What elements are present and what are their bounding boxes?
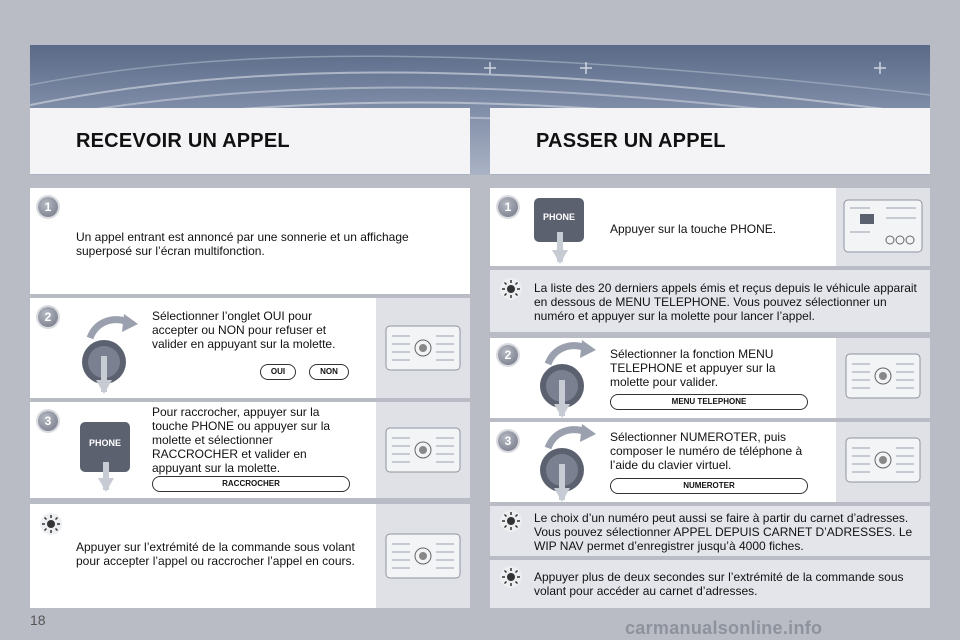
make-step3-panel: [490, 422, 930, 502]
tip-lightbulb-icon: [500, 566, 522, 588]
phone-key-icon: [80, 422, 132, 494]
make-tip2-panel: [490, 506, 930, 556]
make-tip1-panel: [490, 270, 930, 332]
hang-up-display-label[interactable]: RACCROCHER: [152, 476, 350, 492]
receive-tip-panel: [30, 504, 470, 608]
page-number: 18: [30, 612, 46, 628]
make-tip3-panel: [490, 560, 930, 608]
make-step1-text: Appuyer sur la touche PHONE.: [610, 222, 777, 236]
phone-key-label: PHONE: [88, 438, 122, 448]
make-step3-text: Sélectionner NUMEROTER, puis composer le numéro de téléphone à l’aide du clavier virtuel.: [610, 430, 803, 472]
receive-call-title: RECEVOIR UN APPEL: [76, 130, 290, 152]
numeroter-display-label[interactable]: NUMEROTER: [610, 478, 808, 494]
make-step1-panel: [490, 188, 930, 266]
receive-step2-text: Sélectionner l’onglet OUI pour accepter ou NON pour refuser et valider en appuyant sur la molette.: [152, 309, 336, 351]
tip-lightbulb-icon: [500, 510, 522, 532]
yes-option-button[interactable]: OUI: [260, 364, 296, 380]
make-step2-panel: [490, 338, 930, 418]
step-number-badge: 2: [38, 307, 58, 327]
step-number-badge: 3: [498, 431, 518, 451]
radio-unit-illustration: [836, 422, 930, 502]
radio-unit-illustration: [836, 338, 930, 418]
receive-step3-text: Pour raccrocher, appuyer sur la touche PHONE ou appuyer sur la molette et sélectionner RACCROCHER et valider en appuyant sur la molette.: [152, 405, 331, 475]
phone-key-label: PHONE: [542, 212, 576, 222]
make-tip1-text: La liste des 20 derniers appels émis et reçus depuis le véhicule apparait en dessous de MENU TELEPHONE. Vous pouvez sélectionner un numéro et appuyer sur la molette pour lancer l’appel.: [534, 281, 917, 323]
footer-watermark: carmanualsonline.info: [625, 618, 823, 638]
receive-call-title-tab: [30, 108, 470, 174]
make-call-title-tab: [490, 108, 930, 174]
radio-unit-illustration: [376, 402, 470, 498]
radio-unit-illustration: [376, 298, 470, 398]
no-option-button[interactable]: NON: [309, 364, 349, 380]
receive-step2-panel: [30, 298, 470, 398]
tip-lightbulb-icon: [40, 513, 62, 535]
receive-tip-text: Appuyer sur l’extrémité de la commande sous volant pour accepter l’appel ou raccrocher l’appel en cours.: [76, 540, 355, 568]
step-number-badge: 2: [498, 345, 518, 365]
rotary-knob-icon: [530, 336, 596, 420]
step-number-badge: 1: [498, 197, 518, 217]
tip-lightbulb-icon: [500, 278, 522, 300]
menu-telephone-display-label[interactable]: MENU TELEPHONE: [610, 394, 808, 410]
rotary-knob-icon: [72, 308, 138, 396]
radio-unit-illustration: [836, 188, 930, 266]
receive-step1-text: Un appel entrant est annoncé par une sonnerie et un affichage superposé sur l’écran multifonction.: [76, 230, 409, 258]
step-number-badge: 1: [38, 197, 58, 217]
rotary-knob-icon: [530, 420, 596, 504]
make-tip3-text: Appuyer plus de deux secondes sur l’extrémité de la commande sous volant pour accéder au carnet d’adresses.: [534, 570, 904, 598]
phone-key-icon: [534, 198, 586, 270]
make-step2-text: Sélectionner la fonction MENU TELEPHONE et appuyer sur la molette pour valider.: [610, 347, 776, 389]
receive-step3-panel: [30, 402, 470, 498]
step-number-badge: 3: [38, 411, 58, 431]
radio-unit-illustration: [376, 504, 470, 608]
receive-step1-panel: [30, 188, 470, 294]
make-tip2-text: Le choix d’un numéro peut aussi se faire à partir du carnet d’adresses. Vous pouvez sélectionner APPEL DEPUIS CARNET D’ADRESSES. Le WIP NAV permet d’enregistrer jusqu’à 4000 fiches.: [534, 511, 913, 553]
make-call-title: PASSER UN APPEL: [536, 130, 726, 152]
